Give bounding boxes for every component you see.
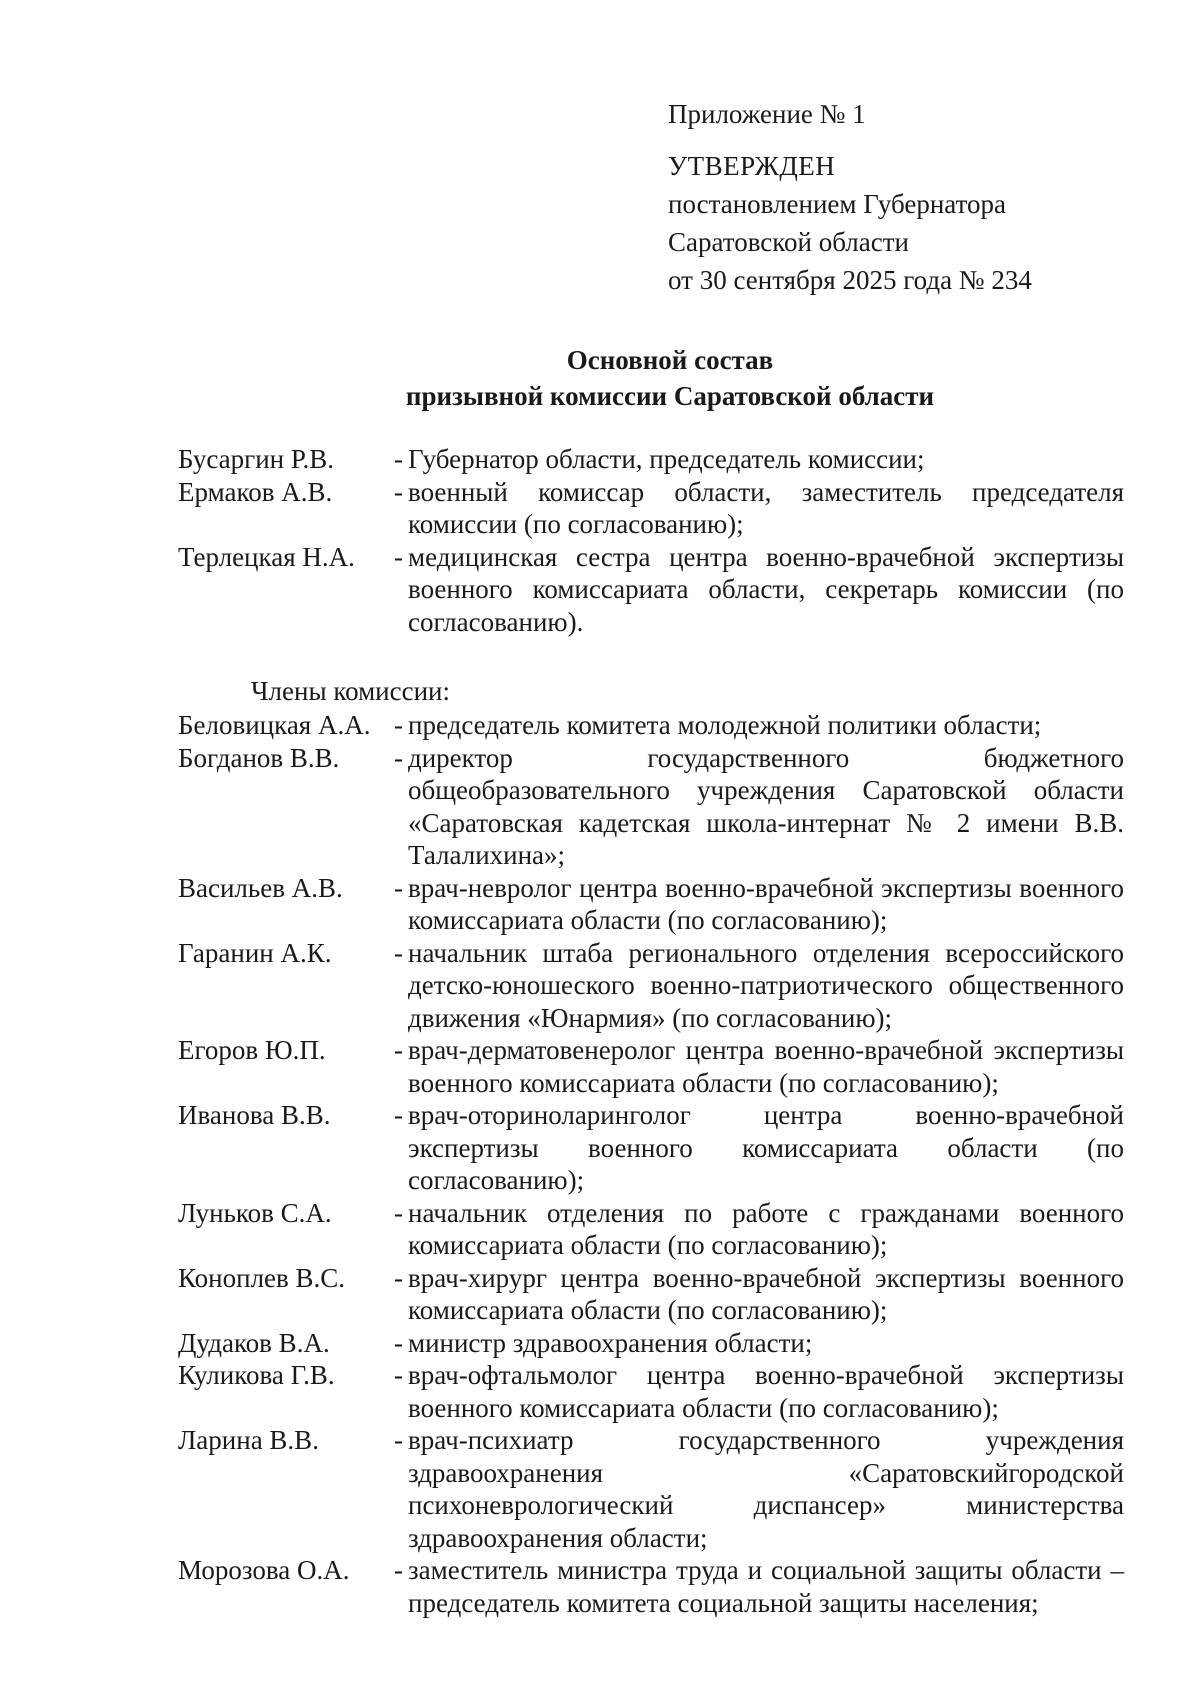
person-name: Дудаков В.А. [178, 1327, 330, 1358]
members-list [178, 709, 1124, 1619]
list-item [178, 1327, 1124, 1360]
person-position: министр здравоохранения области; [408, 1327, 813, 1358]
person-name: Васильев А.В. [178, 872, 343, 903]
dash-separator: - [394, 1100, 403, 1130]
person-name: Гаранин А.К. [178, 937, 332, 968]
list-item [178, 1424, 1124, 1554]
person-position: Губернатор области, председатель комиссии; [408, 444, 925, 474]
list-item [178, 541, 1124, 639]
person-position: медицинская сестра центра военно-врачебной экспертизы военного комиссариата области, секретарь комиссии (по согласованию). [408, 541, 1124, 637]
dash-separator: - [394, 1197, 403, 1228]
list-item [178, 1359, 1124, 1424]
title-line-2: призывной комиссии Саратовской области [405, 381, 935, 411]
person-position: врач-офтальмолог центра военно-врачебной экспертизы военного комиссариата области (по согласованию); [408, 1360, 1124, 1423]
approval-block [668, 95, 1032, 299]
list-item [178, 1034, 1124, 1099]
approval-line-1: постановлением Губернатора [668, 189, 1006, 219]
title-line-1: Основной состав [566, 345, 774, 375]
list-item [178, 1262, 1124, 1327]
person-position: начальник отделения по работе с гражданами военного комиссариата области (по согласованию); [408, 1197, 1124, 1260]
person-position: директор государственного бюджетного общеобразовательного учреждения Саратовской области «Саратовская кадетская школа-интернат № 2 имени В.В. Талалихина»; [408, 742, 1124, 870]
dash-separator: - [394, 444, 403, 474]
person-position: председатель комитета молодежной политики области; [408, 710, 1042, 740]
dash-separator: - [394, 1035, 403, 1065]
dash-separator: - [394, 937, 403, 968]
approved-label: УТВЕРЖДЕН [668, 151, 836, 181]
person-name: Ларина В.В. [178, 1425, 319, 1455]
dash-separator: - [394, 1555, 403, 1585]
list-item [178, 1554, 1124, 1619]
person-name: Иванова В.В. [178, 1100, 331, 1130]
person-position: врач-хирург центра военно-врачебной экспертизы военного комиссариата области (по согласованию); [408, 1262, 1124, 1325]
list-item [178, 872, 1124, 937]
document-title [0, 342, 1200, 414]
appendix-label: Приложение № 1 [668, 99, 866, 129]
person-name: Луньков С.А. [178, 1197, 332, 1228]
list-item [178, 1197, 1124, 1262]
person-position: врач-невролог центра военно-врачебной экспертизы военного комиссариата области (по согласованию); [408, 872, 1124, 935]
list-item [178, 742, 1124, 872]
approval-line-3: от 30 сентября 2025 года № 234 [668, 265, 1032, 295]
list-item [178, 1099, 1124, 1197]
dash-separator: - [394, 476, 403, 507]
person-position: военный комиссар области, заместитель председателя комиссии (по согласованию); [408, 476, 1124, 539]
dash-separator: - [394, 1360, 403, 1390]
person-name: Ермаков А.В. [178, 476, 333, 507]
list-item [178, 937, 1124, 1035]
dash-separator: - [394, 1262, 403, 1293]
person-position: врач-оториноларинголог центра военно-врачебной экспертизы военного комиссариата области (по согласованию); [408, 1100, 1124, 1195]
dash-separator: - [394, 742, 403, 773]
list-item [178, 443, 1124, 476]
person-position: врач-психиатр государственного учреждения здравоохранения «Саратовскийгородской психоневрологический диспансер» министерства здравоохранения области; [408, 1425, 1124, 1553]
person-position: заместитель министра труда и социальной защиты области – председатель комитета социальной защиты населения; [408, 1555, 1124, 1618]
person-position: врач-дерматовенеролог центра военно-врачебной экспертизы военного комиссариата области (по согласованию); [408, 1035, 1124, 1098]
person-name: Бусаргин Р.В. [178, 444, 335, 474]
members-heading: Члены комиссии: [251, 676, 450, 706]
dash-separator: - [394, 1327, 403, 1358]
person-name: Богданов В.В. [178, 742, 340, 773]
approval-line-2: Саратовской области [668, 227, 909, 257]
dash-separator: - [394, 541, 403, 572]
person-name: Беловицкая А.А. [178, 710, 371, 740]
person-name: Морозова О.А. [178, 1555, 350, 1585]
person-position: начальник штаба регионального отделения всероссийского детско-юношеского военно-патриотического общественного движения «Юнармия» (по согласованию); [408, 937, 1124, 1033]
dash-separator: - [394, 872, 403, 903]
person-name: Куликова Г.В. [178, 1360, 335, 1390]
leaders-list [178, 443, 1124, 638]
list-item [178, 709, 1124, 742]
dash-separator: - [394, 710, 403, 740]
person-name: Коноплев В.С. [178, 1262, 346, 1293]
person-name: Егоров Ю.П. [178, 1035, 326, 1065]
dash-separator: - [394, 1425, 403, 1455]
person-name: Терлецкая Н.А. [178, 541, 355, 572]
list-item [178, 476, 1124, 541]
